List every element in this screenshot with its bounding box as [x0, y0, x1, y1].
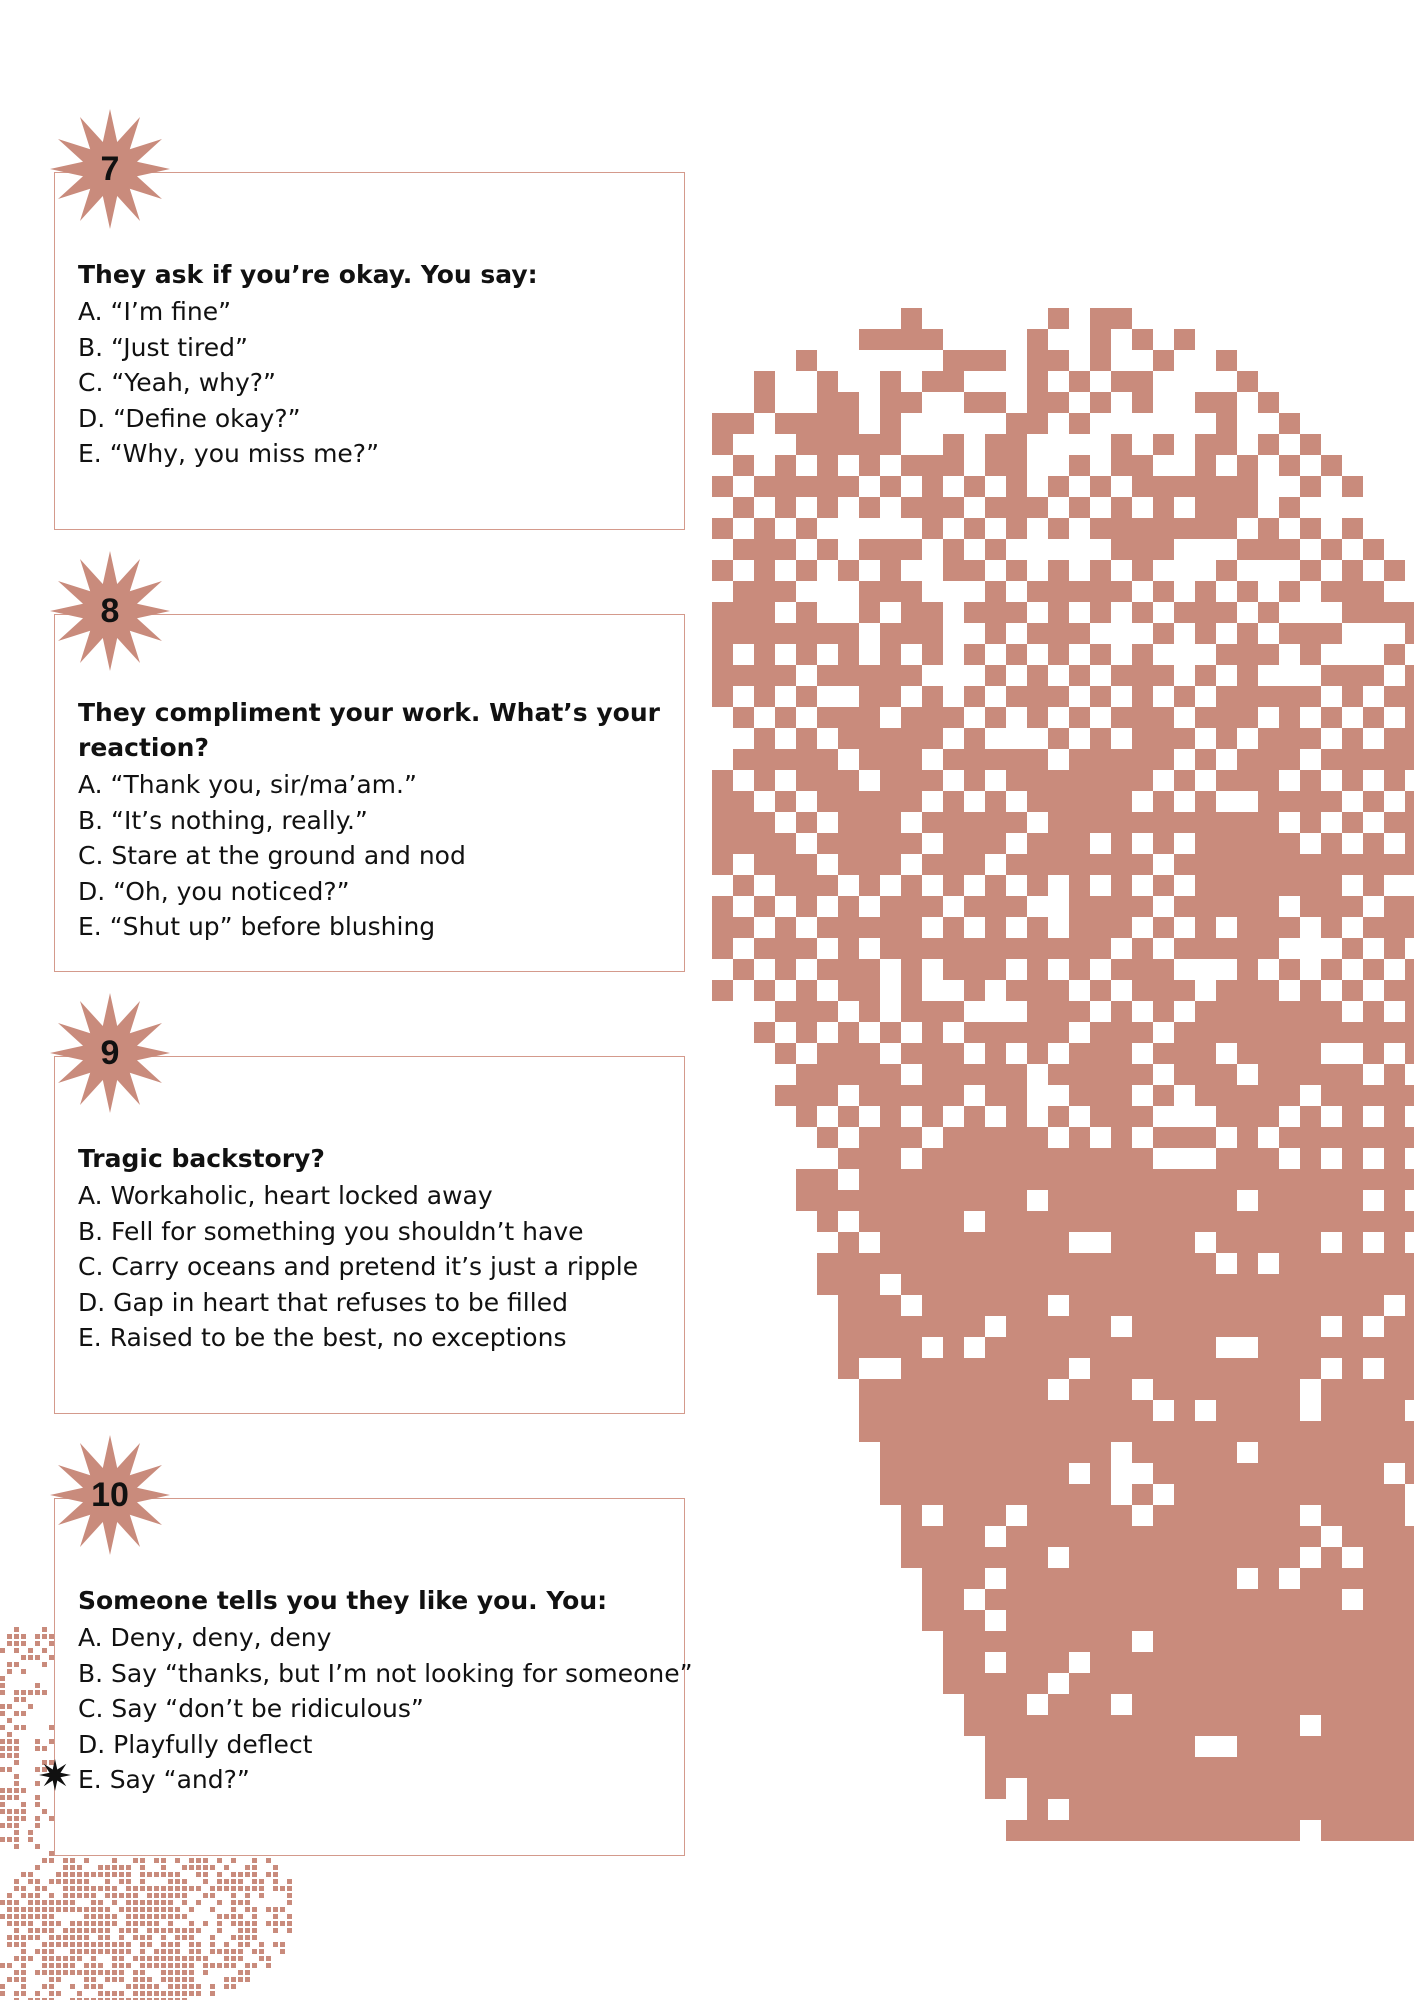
- option-c: C. Carry oceans and pretend it’s just a ripple: [78, 1252, 639, 1281]
- option-a: A. Workaholic, heart locked away: [78, 1181, 493, 1210]
- option-d: D. Playfully deflect: [78, 1729, 313, 1759]
- question-text: They ask if you’re okay. You say:: [78, 260, 538, 289]
- option-c: C. “Yeah, why?”: [78, 368, 276, 397]
- option-b: B. Fell for something you shouldn’t have: [78, 1216, 584, 1246]
- option-b: B. “It’s nothing, really.”: [78, 805, 368, 835]
- option-b: B. Say “thanks, but I’m not looking for someone”: [78, 1658, 693, 1688]
- option-d: D. Gap in heart that refuses to be filled: [78, 1287, 568, 1317]
- option-c: C. Stare at the ground and nod: [78, 841, 466, 870]
- option-a: A. “Thank you, sir/ma’am.”: [78, 770, 417, 799]
- option-b: B. “Just tired”: [78, 332, 248, 362]
- option-d: D. “Oh, you noticed?”: [78, 876, 350, 906]
- question-number-badge-7: [48, 107, 172, 231]
- option-a: A. “I’m fine”: [78, 297, 232, 326]
- question-number-badge-8: [48, 549, 172, 673]
- question-number-badge-10: [48, 1433, 172, 1557]
- question-text: Tragic backstory?: [78, 1144, 325, 1173]
- options-list: [78, 1178, 668, 1356]
- option-a: A. Deny, deny, deny: [78, 1623, 332, 1652]
- options-list: [78, 294, 668, 472]
- option-e: E. “Shut up” before blushing: [78, 912, 436, 941]
- question-text: Someone tells you they like you. You:: [78, 1586, 608, 1615]
- question-number: 8: [100, 591, 120, 630]
- question-text: They compliment your work. What’s your reaction?: [78, 698, 660, 762]
- option-e: E. Say “and?”: [78, 1765, 250, 1794]
- option-c: C. Say “don’t be ridiculous”: [78, 1694, 424, 1723]
- question-number: 9: [100, 1033, 120, 1072]
- black-star-marker-icon: [38, 1758, 72, 1792]
- marker-shape: [39, 1759, 71, 1791]
- question-number-badge-9: [48, 991, 172, 1115]
- option-e: E. “Why, you miss me?”: [78, 439, 380, 468]
- question-number: 10: [91, 1475, 129, 1514]
- options-list: [78, 1620, 693, 1798]
- option-d: D. “Define okay?”: [78, 403, 301, 433]
- option-e: E. Raised to be the best, no exceptions: [78, 1323, 567, 1352]
- options-list: [78, 767, 668, 945]
- question-number: 7: [100, 149, 120, 188]
